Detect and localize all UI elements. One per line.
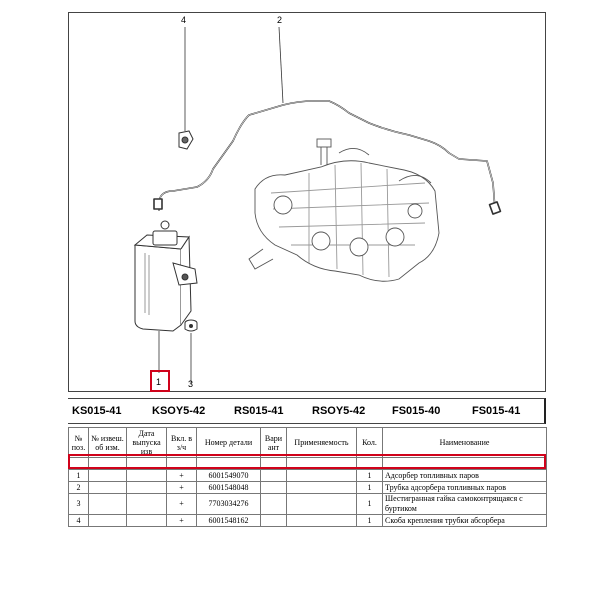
header-incl: Вкл. в з/ч bbox=[167, 428, 197, 458]
callout-1: 1 bbox=[156, 377, 162, 387]
diagram-drawing bbox=[69, 13, 547, 393]
row-pos: 2 bbox=[69, 482, 89, 494]
row-part-no: 6001548048 bbox=[197, 482, 261, 494]
row-incl: + bbox=[167, 482, 197, 494]
row-name: Адсорбер топливных паров bbox=[383, 470, 547, 482]
model-code: RSOY5-42 bbox=[312, 405, 366, 417]
header-variant: Вари ант bbox=[261, 428, 287, 458]
table-header-row bbox=[69, 428, 547, 458]
row-incl: + bbox=[167, 470, 197, 482]
table-row[interactable] bbox=[69, 515, 547, 527]
tube-clip bbox=[179, 131, 193, 149]
row-part-no: 6001549070 bbox=[197, 470, 261, 482]
row-qty: 1 bbox=[357, 494, 383, 515]
row-qty: 1 bbox=[357, 515, 383, 527]
table-row[interactable] bbox=[69, 482, 547, 494]
header-name: Наименование bbox=[383, 428, 547, 458]
header-applicability: Применяемость bbox=[287, 428, 357, 458]
model-codes-row bbox=[68, 398, 546, 424]
row-pos: 1 bbox=[69, 470, 89, 482]
callout-4: 4 bbox=[181, 15, 187, 25]
spacer-row bbox=[69, 458, 547, 470]
header-pos: № поз. bbox=[69, 428, 89, 458]
row-name: Трубка адсорбера топливных паров bbox=[383, 482, 547, 494]
callout-2: 2 bbox=[277, 15, 283, 25]
header-part-no: Номер детали bbox=[197, 428, 261, 458]
row-part-no: 6001548162 bbox=[197, 515, 261, 527]
table-row[interactable] bbox=[69, 470, 547, 482]
exploded-diagram bbox=[68, 12, 546, 392]
header-qty: Кол. bbox=[357, 428, 383, 458]
row-incl: + bbox=[167, 515, 197, 527]
row-name: Скоба крепления трубки абсорбера bbox=[383, 515, 547, 527]
row-name: Шестигранная гайка самоконтрящаяся с буртиком bbox=[383, 494, 547, 515]
header-notice: № извеш. об изм. bbox=[89, 428, 127, 458]
model-code: FS015-41 bbox=[472, 405, 521, 417]
model-code: KS015-41 bbox=[72, 405, 122, 417]
row-pos: 4 bbox=[69, 515, 89, 527]
row-pos: 3 bbox=[69, 494, 89, 515]
callout-3: 3 bbox=[188, 379, 194, 389]
row-qty: 1 bbox=[357, 482, 383, 494]
parts-table bbox=[68, 427, 547, 527]
intake-manifold bbox=[249, 139, 439, 281]
model-code: KSOY5-42 bbox=[152, 405, 206, 417]
adsorber-canister bbox=[135, 221, 197, 331]
row-part-no: 7703034276 bbox=[197, 494, 261, 515]
row-qty: 1 bbox=[357, 470, 383, 482]
model-code: FS015-40 bbox=[392, 405, 441, 417]
row-incl: + bbox=[167, 494, 197, 515]
table-row[interactable] bbox=[69, 494, 547, 515]
header-date: Дата выпуска изв bbox=[127, 428, 167, 458]
flange-nut bbox=[185, 320, 197, 331]
model-code: RS015-41 bbox=[234, 405, 284, 417]
